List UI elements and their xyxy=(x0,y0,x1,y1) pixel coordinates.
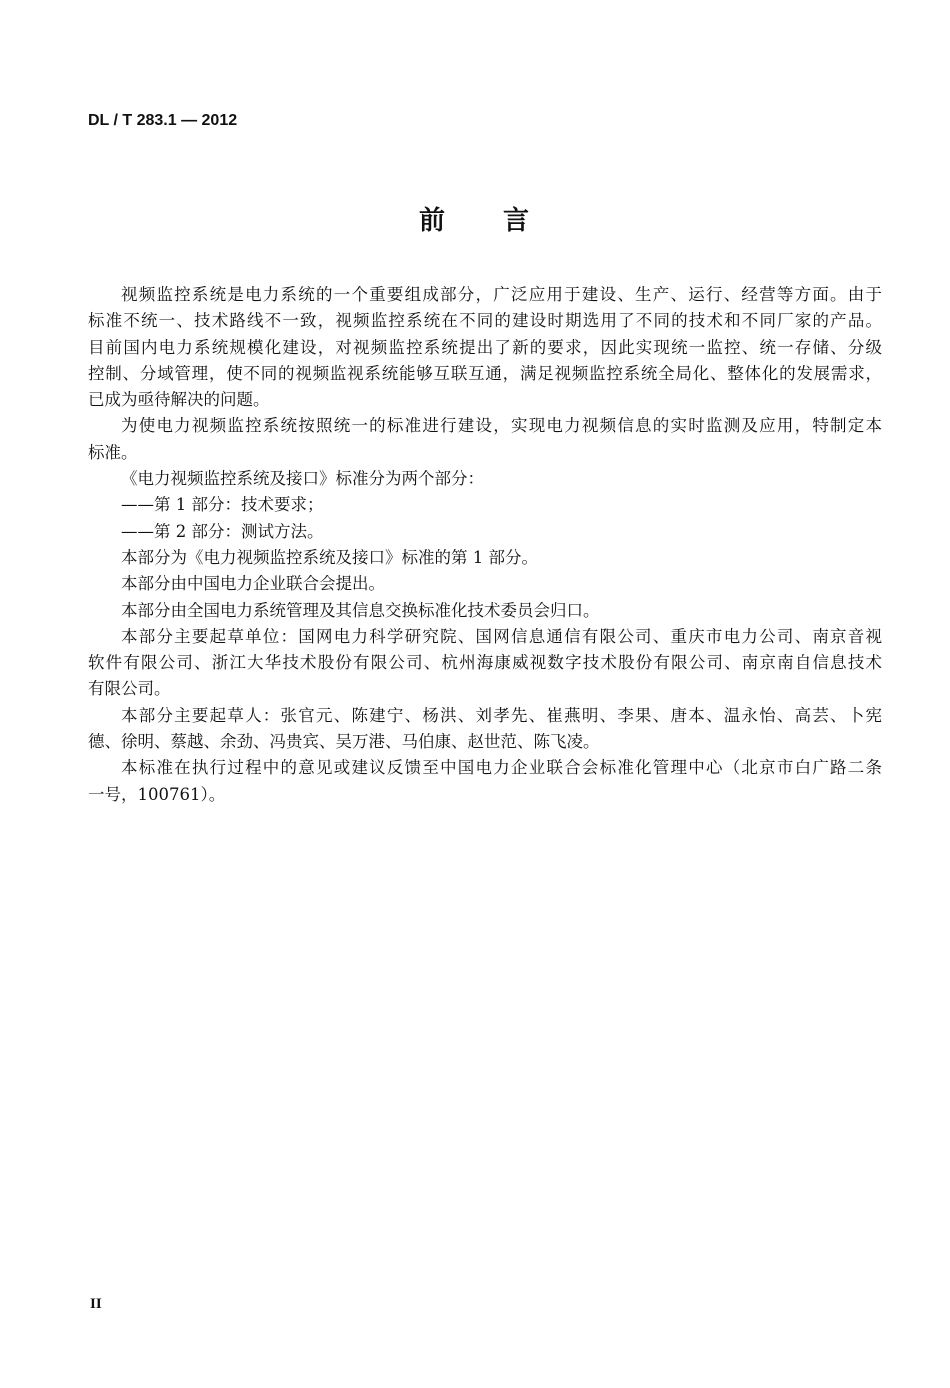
paragraph xyxy=(88,492,882,518)
foreword-body xyxy=(88,282,882,808)
paragraph-line: 为使电力视频监控系统按照统一的标准进行建设，实现电力视频信息的实时监测及应用，特制定本 xyxy=(121,416,882,436)
paragraph xyxy=(88,282,882,413)
page-number: II xyxy=(90,1296,102,1312)
paragraph-line: 本标准在执行过程中的意见或建议反馈至中国电力企业联合会标准化管理中心（北京市白广路二条 xyxy=(121,758,882,778)
paragraph-line: 有限公司。 xyxy=(88,679,171,699)
paragraph-line: ——第 1 部分：技术要求； xyxy=(121,495,324,515)
paragraph-line: 标准。 xyxy=(88,442,138,462)
paragraph-line: ——第 2 部分：测试方法。 xyxy=(121,521,324,541)
paragraph-line: 一号，100761）。 xyxy=(88,784,226,804)
paragraph-line: 德、徐明、蔡越、余劲、冯贵宾、吴万港、马伯康、赵世范、陈飞凌。 xyxy=(88,732,600,752)
paragraph-line: 目前国内电力系统规模化建设，对视频监控系统提出了新的要求，因此实现统一监控、统一存储、分级 xyxy=(88,337,882,357)
paragraph xyxy=(88,755,882,808)
paragraph xyxy=(88,571,882,597)
paragraph xyxy=(88,624,882,703)
paragraph-line: 标准不统一、技术路线不一致，视频监控系统在不同的建设时期选用了不同的技术和不同厂家的产品。 xyxy=(88,311,882,331)
paragraph-line: 控制、分域管理，使不同的视频监视系统能够互联互通，满足视频监控系统全局化、整体化的发展需求， xyxy=(88,363,882,383)
standard-number-header: DL / T 283.1 — 2012 xyxy=(88,112,238,129)
paragraph-line: 本部分主要起草单位：国网电力科学研究院、国网信息通信有限公司、重庆市电力公司、南京音视 xyxy=(121,626,882,646)
paragraph-line: 本部分由中国电力企业联合会提出。 xyxy=(121,574,385,594)
paragraph-line: 视频监控系统是电力系统的一个重要组成部分，广泛应用于建设、生产、运行、经营等方面。由于 xyxy=(121,285,882,304)
paragraph-line: 本部分为《电力视频监控系统及接口》标准的第 1 部分。 xyxy=(121,547,538,567)
paragraph xyxy=(88,598,882,624)
paragraph xyxy=(88,466,882,492)
paragraph xyxy=(88,413,882,466)
paragraph-line: 《电力视频监控系统及接口》标准分为两个部分： xyxy=(121,469,484,489)
paragraph xyxy=(88,519,882,545)
page-title: 前 言 xyxy=(418,206,531,236)
paragraph-line: 本部分由全国电力系统管理及其信息交换标准化技术委员会归口。 xyxy=(121,600,600,620)
paragraph-line: 已成为亟待解决的问题。 xyxy=(88,390,270,410)
paragraph-line: 本部分主要起草人：张官元、陈建宁、杨洪、刘孝先、崔燕明、李果、唐本、温永怡、高芸、卜宪 xyxy=(121,705,882,725)
paragraph-line: 软件有限公司、浙江大华技术股份有限公司、杭州海康威视数字技术股份有限公司、南京南自信息技术 xyxy=(88,653,882,673)
paragraph xyxy=(88,703,882,756)
paragraph xyxy=(88,545,882,571)
